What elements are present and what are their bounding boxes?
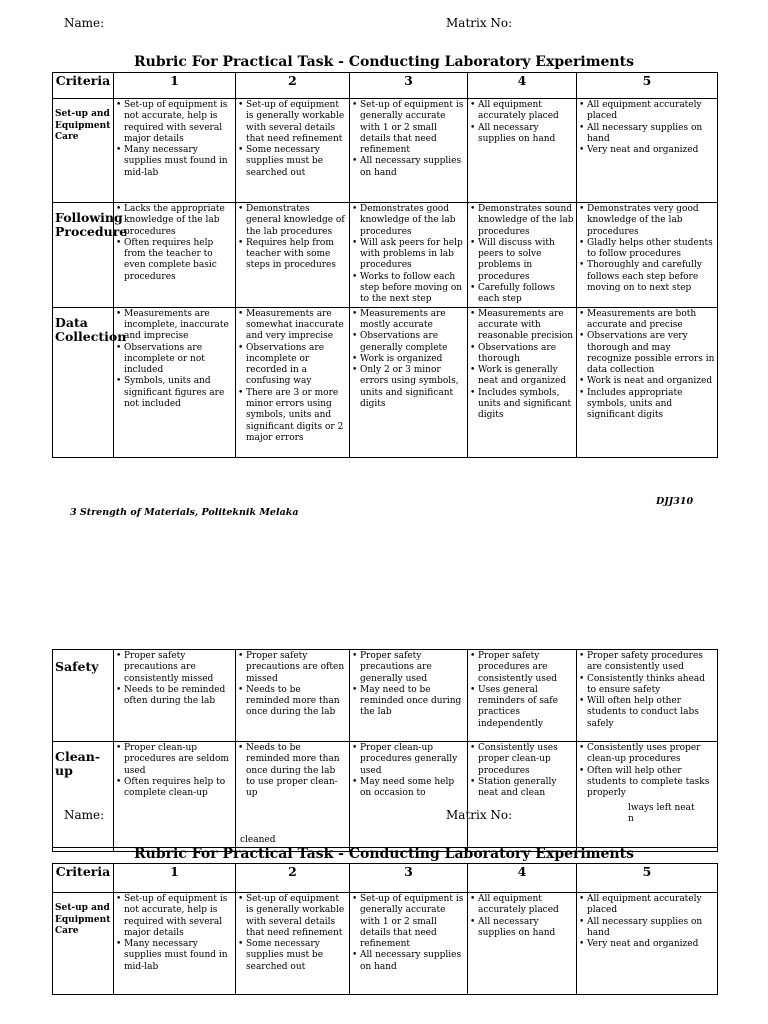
descriptor-list bbox=[238, 651, 347, 719]
list-item: • Needs to be reminded often during the lab bbox=[116, 685, 233, 708]
score-cell bbox=[577, 203, 718, 308]
table-border-right bbox=[717, 800, 718, 848]
col-5: 5 bbox=[577, 864, 718, 893]
score-cell bbox=[114, 203, 236, 308]
list-item: • Gladly helps other students to follow procedures bbox=[579, 238, 715, 261]
score-cell bbox=[236, 893, 350, 995]
list-item: • Proper safety precautions are consistently missed bbox=[116, 651, 233, 685]
list-item: • Includes appropriate symbols, units and significant digits bbox=[579, 388, 715, 422]
list-item: • Many necessary supplies must found in mid-lab bbox=[116, 145, 233, 179]
score-cell bbox=[468, 307, 577, 457]
descriptor-list bbox=[116, 100, 233, 179]
table-border-left bbox=[52, 800, 53, 848]
rubric-table bbox=[52, 72, 718, 458]
col-3: 3 bbox=[350, 73, 468, 99]
col-3: 3 bbox=[350, 864, 468, 893]
list-item: • Proper safety procedures are consistently used bbox=[470, 651, 574, 685]
list-item: • Needs to be reminded more than once during the lab bbox=[238, 685, 347, 719]
descriptor-list bbox=[116, 651, 233, 707]
rubric-title: Rubric For Practical Task - Conducting Laboratory Experiments bbox=[134, 54, 634, 70]
list-item: • Works to follow each step before moving on to the next step bbox=[352, 272, 465, 306]
list-item: • Consistently uses proper clean-up procedures bbox=[579, 743, 715, 766]
table-border bbox=[576, 800, 577, 810]
table-border bbox=[235, 800, 236, 848]
list-item: • Observations are incomplete or recorded in a confusing way bbox=[238, 343, 347, 388]
descriptor-list bbox=[352, 100, 465, 179]
list-item: • Observations are incomplete or not included bbox=[116, 343, 233, 377]
score-cell bbox=[236, 99, 350, 203]
col-4: 4 bbox=[468, 73, 577, 99]
score-cell bbox=[577, 650, 718, 742]
list-item: • Needs to be reminded more than once during the lab to use proper clean-up bbox=[238, 743, 347, 799]
list-item: • Some necessary supplies must be searched out bbox=[238, 145, 347, 179]
col-2: 2 bbox=[236, 73, 350, 99]
descriptor-list bbox=[238, 894, 347, 973]
list-item: • Some necessary supplies must be searched out bbox=[238, 939, 347, 973]
list-item: • Demonstrates good knowledge of the lab procedures bbox=[352, 204, 465, 238]
list-item: • Proper clean-up procedures generally used bbox=[352, 743, 465, 777]
descriptor-list bbox=[238, 309, 347, 445]
list-item: • May need some help on occasion to bbox=[352, 777, 465, 800]
list-item: • All necessary supplies on hand bbox=[352, 156, 465, 179]
score-cell bbox=[350, 742, 468, 852]
list-item: • Work is generally neat and organized bbox=[470, 365, 574, 388]
col-1: 1 bbox=[114, 73, 236, 99]
score-cell bbox=[350, 307, 468, 457]
table-row bbox=[53, 307, 718, 457]
score-cell bbox=[114, 650, 236, 742]
descriptor-list bbox=[352, 204, 465, 306]
list-item: • Observations are very thorough and may recognize possible errors in data collection bbox=[579, 331, 715, 376]
descriptor-list bbox=[116, 894, 233, 973]
score-cell bbox=[468, 742, 577, 852]
name-label-repeat: Name: bbox=[64, 808, 105, 822]
descriptor-list bbox=[470, 743, 574, 799]
score-cell bbox=[114, 307, 236, 457]
criteria-cell: Set-up and Equipment Care bbox=[53, 893, 114, 995]
score-cell bbox=[468, 99, 577, 203]
score-cell bbox=[577, 742, 718, 852]
list-item: • Set-up of equipment is not accurate, help is required with several major details bbox=[116, 894, 233, 939]
list-item: • Measurements are incomplete, inaccurate and imprecise bbox=[116, 309, 233, 343]
col-1: 1 bbox=[114, 864, 236, 893]
score-cell bbox=[577, 99, 718, 203]
table-row bbox=[53, 99, 718, 203]
col-4: 4 bbox=[468, 864, 577, 893]
fragment-text: cleaned bbox=[240, 835, 276, 845]
score-cell bbox=[236, 203, 350, 308]
score-cell bbox=[114, 893, 236, 995]
list-item: • Only 2 or 3 minor errors using symbols, units and significant digits bbox=[352, 365, 465, 410]
list-item: • Proper safety precautions are generally used bbox=[352, 651, 465, 685]
criteria-cell: Following Procedure bbox=[53, 203, 114, 308]
descriptor-list bbox=[238, 743, 347, 799]
list-item: • Will discuss with peers to solve problems in procedures bbox=[470, 238, 574, 283]
list-item: • Demonstrates very good knowledge of the lab procedures bbox=[579, 204, 715, 238]
rubric-table-repeat bbox=[52, 863, 718, 995]
col-criteria: Criteria bbox=[53, 73, 114, 99]
list-item: • Measurements are both accurate and precise bbox=[579, 309, 715, 332]
score-cell bbox=[577, 893, 718, 995]
list-item: • Symbols, units and significant figures are not included bbox=[116, 376, 233, 410]
fragment-text: lways left neat bbox=[628, 803, 695, 813]
list-item: • Observations are thorough bbox=[470, 343, 574, 366]
list-item: • All necessary supplies on hand bbox=[470, 917, 574, 940]
score-cell bbox=[114, 99, 236, 203]
list-item: • Measurements are somewhat inaccurate and very imprecise bbox=[238, 309, 347, 343]
score-cell bbox=[468, 203, 577, 308]
descriptor-list bbox=[579, 894, 715, 950]
list-item: • Proper clean-up procedures are seldom used bbox=[116, 743, 233, 777]
descriptor-list bbox=[470, 100, 574, 145]
list-item: • All necessary supplies on hand bbox=[352, 950, 465, 973]
list-item: • All necessary supplies on hand bbox=[579, 917, 715, 940]
table-row bbox=[53, 203, 718, 308]
descriptor-list bbox=[579, 743, 715, 799]
list-item: • Set-up of equipment is generally workable with several details that need refinement bbox=[238, 894, 347, 939]
criteria-cell: Data Collection bbox=[53, 307, 114, 457]
list-item: • Set-up of equipment is not accurate, help is required with several major details bbox=[116, 100, 233, 145]
col-5: 5 bbox=[577, 73, 718, 99]
list-item: • There are 3 or more minor errors using symbols, units and significant digits or 2 major errors bbox=[238, 388, 347, 444]
list-item: • Often will help other students to complete tasks properly bbox=[579, 766, 715, 800]
score-cell bbox=[577, 307, 718, 457]
list-item: • Set-up of equipment is generally workable with several details that need refinement bbox=[238, 100, 347, 145]
descriptor-list bbox=[352, 743, 465, 799]
footer-text: 3 Strength of Materials, Politeknik Melaka bbox=[70, 507, 299, 518]
list-item: • All equipment accurately placed bbox=[470, 100, 574, 123]
header-row bbox=[53, 864, 718, 893]
descriptor-list bbox=[470, 651, 574, 730]
list-item: • Very neat and organized bbox=[579, 145, 715, 156]
list-item: • Demonstrates sound knowledge of the lab procedures bbox=[470, 204, 574, 238]
list-item: • Lacks the appropriate knowledge of the lab procedures bbox=[116, 204, 233, 238]
list-item: • Carefully follows each step bbox=[470, 283, 574, 306]
descriptor-list bbox=[352, 651, 465, 719]
descriptor-list bbox=[116, 309, 233, 411]
list-item: • Work is neat and organized bbox=[579, 376, 715, 387]
list-item: • All necessary supplies on hand bbox=[470, 123, 574, 146]
table-row bbox=[53, 650, 718, 742]
matrix-no-label-repeat: Matrix No: bbox=[446, 808, 513, 822]
descriptor-list bbox=[579, 651, 715, 730]
list-item: • Station generally neat and clean bbox=[470, 777, 574, 800]
continued-table-clip bbox=[52, 649, 718, 801]
list-item: • Will ask peers for help with problems in lab procedures bbox=[352, 238, 465, 272]
list-item: • Requires help from teacher with some steps in procedures bbox=[238, 238, 347, 272]
list-item: • Will often help other students to conduct labs safely bbox=[579, 696, 715, 730]
list-item: • Includes symbols, units and significant digits bbox=[470, 388, 574, 422]
table-row bbox=[53, 742, 718, 852]
criteria-cell: Clean-up bbox=[53, 742, 114, 852]
descriptor-list bbox=[470, 309, 574, 422]
score-cell bbox=[468, 893, 577, 995]
list-item: • Observations are generally complete bbox=[352, 331, 465, 354]
list-item: • Often requires help to complete clean-up bbox=[116, 777, 233, 800]
list-item: • Demonstrates general knowledge of the lab procedures bbox=[238, 204, 347, 238]
descriptor-list bbox=[116, 204, 233, 283]
criteria-cell: Set-up and Equipment Care bbox=[53, 99, 114, 203]
list-item: • Uses general reminders of safe practices independently bbox=[470, 685, 574, 730]
descriptor-list bbox=[579, 204, 715, 294]
list-item: • Proper safety procedures are consistently used bbox=[579, 651, 715, 674]
score-cell bbox=[350, 893, 468, 995]
descriptor-list bbox=[352, 309, 465, 411]
descriptor-list bbox=[470, 204, 574, 306]
list-item: • All equipment accurately placed bbox=[470, 894, 574, 917]
fragment-text: n bbox=[628, 814, 634, 824]
matrix-no-label: Matrix No: bbox=[446, 16, 513, 30]
list-item: • Thoroughly and carefully follows each step before moving on to next step bbox=[579, 260, 715, 294]
score-cell bbox=[236, 307, 350, 457]
name-label: Name: bbox=[64, 16, 105, 30]
list-item: • May need to be reminded once during the lab bbox=[352, 685, 465, 719]
score-cell bbox=[350, 650, 468, 742]
list-item: • Many necessary supplies must found in mid-lab bbox=[116, 939, 233, 973]
header-row bbox=[53, 73, 718, 99]
table-row bbox=[53, 893, 718, 995]
score-cell bbox=[468, 650, 577, 742]
list-item: • All equipment accurately placed bbox=[579, 100, 715, 123]
list-item: • All necessary supplies on hand bbox=[579, 123, 715, 146]
list-item: • Set-up of equipment is generally accurate with 1 or 2 small details that need refinement bbox=[352, 100, 465, 156]
descriptor-list bbox=[116, 743, 233, 799]
descriptor-list bbox=[579, 309, 715, 422]
descriptor-list bbox=[238, 204, 347, 272]
list-item: • Measurements are mostly accurate bbox=[352, 309, 465, 332]
course-code: DJJ310 bbox=[656, 496, 694, 507]
list-item: • Very neat and organized bbox=[579, 939, 715, 950]
score-cell bbox=[350, 203, 468, 308]
list-item: • Work is organized bbox=[352, 354, 465, 365]
descriptor-list bbox=[352, 894, 465, 973]
descriptor-list bbox=[238, 100, 347, 179]
score-cell bbox=[114, 742, 236, 852]
list-item: • All equipment accurately placed bbox=[579, 894, 715, 917]
list-item: • Set-up of equipment is generally accurate with 1 or 2 small details that need refinement bbox=[352, 894, 465, 950]
criteria-cell: Safety bbox=[53, 650, 114, 742]
list-item: • Consistently uses proper clean-up procedures bbox=[470, 743, 574, 777]
list-item: • Measurements are accurate with reasonable precision bbox=[470, 309, 574, 343]
list-item: • Consistently thinks ahead to ensure safety bbox=[579, 674, 715, 697]
score-cell bbox=[350, 99, 468, 203]
rubric-title-repeat: Rubric For Practical Task - Conducting Laboratory Experiments bbox=[134, 846, 634, 862]
score-cell bbox=[236, 650, 350, 742]
descriptor-list bbox=[579, 100, 715, 156]
rubric-table-continued bbox=[52, 649, 718, 852]
col-criteria: Criteria bbox=[53, 864, 114, 893]
list-item: • Often requires help from the teacher to even complete basic procedures bbox=[116, 238, 233, 283]
col-2: 2 bbox=[236, 864, 350, 893]
list-item: • Proper safety precautions are often missed bbox=[238, 651, 347, 685]
descriptor-list bbox=[470, 894, 574, 939]
